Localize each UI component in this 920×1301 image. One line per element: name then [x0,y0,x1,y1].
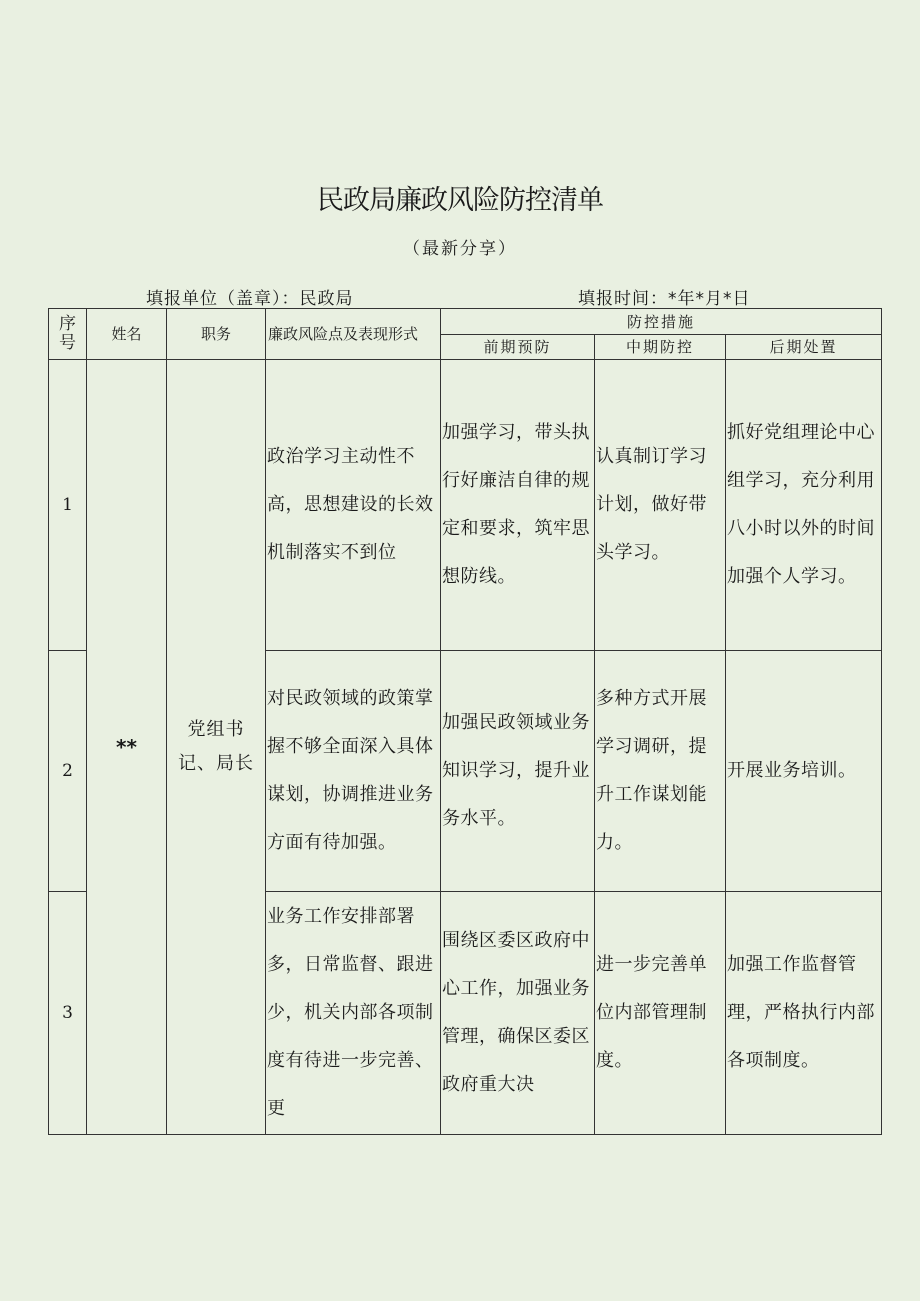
header-post-handle: 后期处置 [726,335,882,360]
post-handle-cell: 抓好党组理论中心组学习，充分利用八小时以外的时间加强个人学习。 [726,360,882,651]
header-mid: 中期防控 [595,335,726,360]
risk-cell: 对民政领域的政策掌握不够全面深入具体谋划，协调推进业务方面有待加强。 [266,651,441,892]
header-risk: 廉政风险点及表现形式 [266,309,441,360]
row-seq: 1 [49,360,87,651]
risk-control-table [48,308,882,1135]
row-seq: 3 [49,892,87,1135]
reporting-time: 填报时间：*年*月*日 [578,289,751,309]
row-seq: 2 [49,651,87,892]
risk-cell: 政治学习主动性不高，思想建设的长效机制落实不到位 [266,360,441,651]
table-row [49,360,882,651]
pre-cell: 加强民政领域业务知识学习，提升业务水平。 [441,651,595,892]
mid-cell: 认真制订学习计划，做好带头学习。 [595,360,726,651]
risk-cell: 业务工作安排部署多，日常监督、跟进少，机关内部各项制度有待进一步完善、更 [266,892,441,1135]
post-handle-cell: 加强工作监督管理，严格执行内部各项制度。 [726,892,882,1135]
document-title: 民政局廉政风险防控清单 [317,185,603,216]
person-post: 党组书记、局长 [167,360,266,1135]
mid-cell: 进一步完善单位内部管理制度。 [595,892,726,1135]
pre-cell: 围绕区委区政府中心工作，加强业务管理，确保区委区政府重大决 [441,892,595,1135]
mid-cell: 多种方式开展学习调研，提升工作谋划能力。 [595,651,726,892]
header-name: 姓名 [87,309,167,360]
document-subtitle: （最新分享） [403,239,517,259]
person-name: ** [87,360,167,1135]
header-post: 职务 [167,309,266,360]
post-handle-cell: 开展业务培训。 [726,651,882,892]
header-measures: 防控措施 [441,309,882,335]
reporting-unit: 填报单位（盖章）：民政局 [146,289,354,309]
pre-cell: 加强学习，带头执行好廉洁自律的规定和要求，筑牢思想防线。 [441,360,595,651]
header-seq: 序号 [49,309,87,360]
header-pre: 前期预防 [441,335,595,360]
